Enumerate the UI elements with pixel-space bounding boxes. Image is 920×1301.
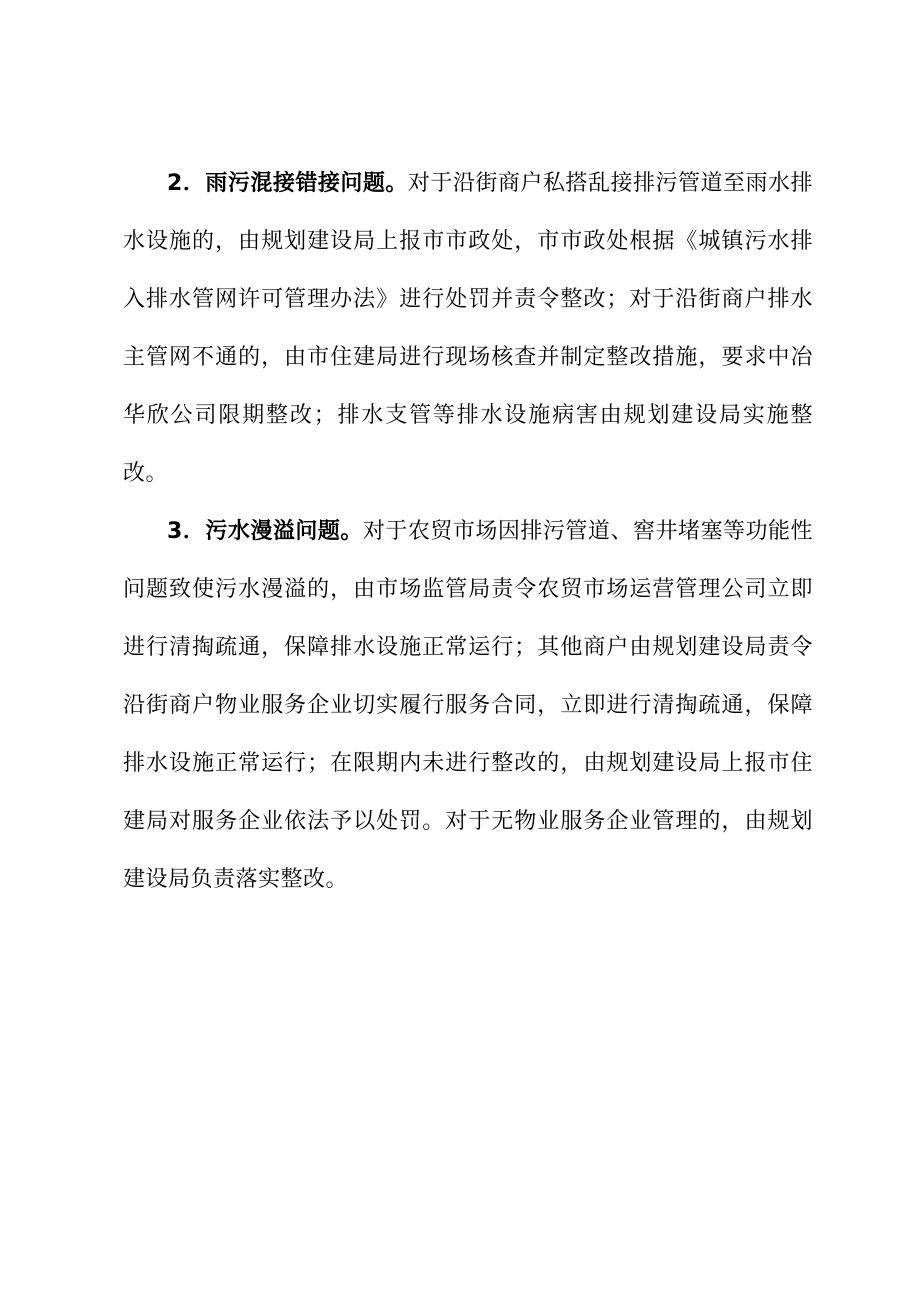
paragraph-sewage-overflow [123,503,813,909]
paragraph-text: 对于农贸市场因排污管道、窖井堵塞等功能性问题致使污水漫溢的，由市场监管局责令农贸市场运营管理公司立即进行清掏疏通，保障排水设施正常运行；其他商户由规划建设局责令沿街商户物业服务企业切实履行服务合同，立即进行清掏疏通，保障排水设施正常运行；在限期内未进行整改的，由规划建设局上报市住建局对服务企业依法予以处罚。对于无物业服务企业管理的，由规划建设局负责落实整改。 [123,519,813,892]
paragraph-heading: 3．污水漫溢问题。 [167,519,363,544]
paragraph-heading: 2．雨污混接错接问题。 [167,171,408,196]
paragraph-text: 对于沿街商户私搭乱接排污管道至雨水排水设施的，由规划建设局上报市市政处，市市政处根据《城镇污水排入排水管网许可管理办法》进行处罚并责令整改；对于沿街商户排水主管网不通的，由市住建局进行现场核查并制定整改措施，要求中冶华欣公司限期整改；排水支管等排水设施病害由规划建设局实施整改。 [123,171,813,486]
document-body [123,155,813,909]
paragraph-mixed-connection [123,155,813,503]
